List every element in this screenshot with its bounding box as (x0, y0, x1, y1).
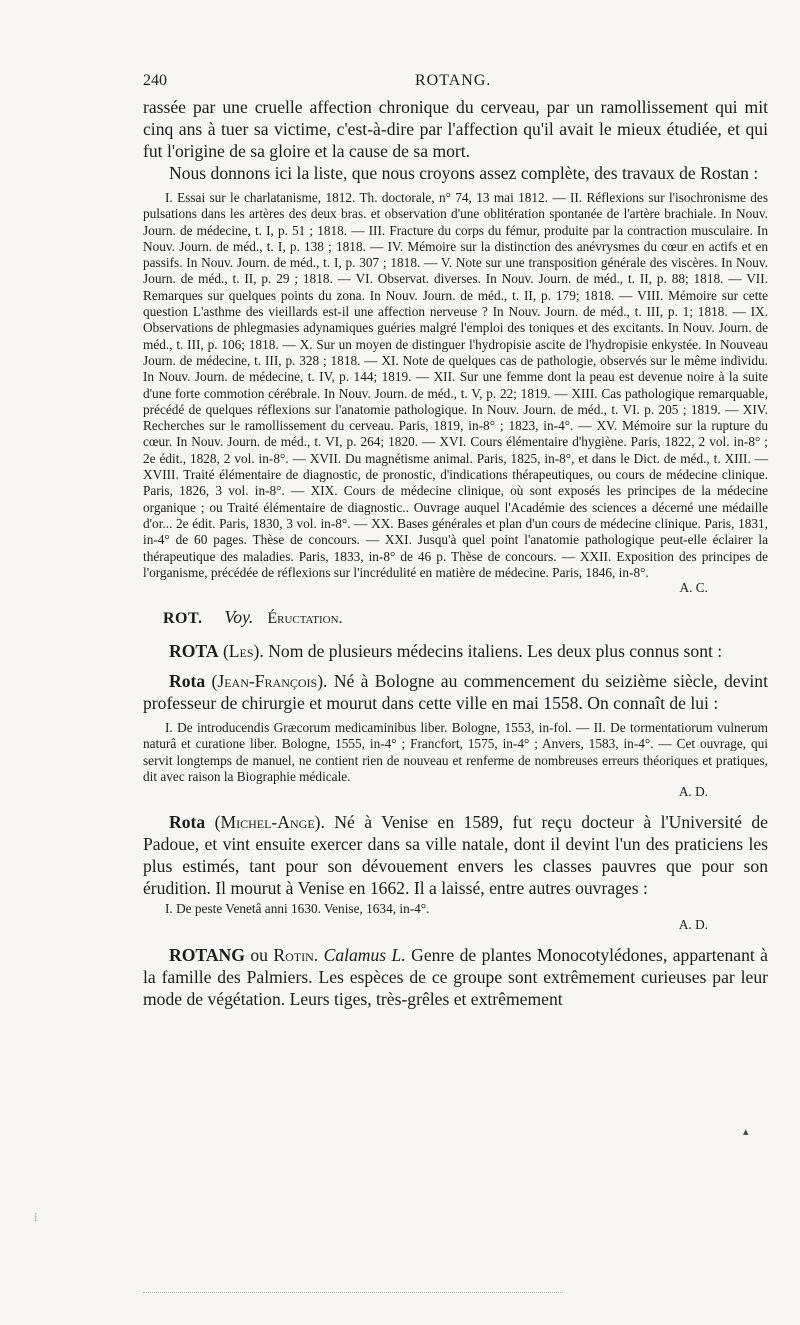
rostan-paragraph-1: rassée par une cruelle affection chronique du cerveau, par un ramollissement qui mit cinq ans à tuer sa victime, c'est-à-dire par l'affection qu'il avait le mieux étudiée, et qui fut l'origine de sa gloire et la cause de sa mort. (143, 97, 768, 161)
page (143, 70, 768, 1010)
rota-jean-signature: A. D. (678, 784, 708, 800)
entry-rota-les (143, 640, 768, 662)
rostan-signature: A. C. (679, 580, 708, 596)
cross-reference-link[interactable]: Éructation. (267, 610, 343, 628)
entry-rota-jean-francois (143, 670, 768, 714)
print-mark: ▴ (743, 1126, 749, 1138)
person-name: (Michel-Ange). (214, 812, 325, 833)
entry-text: Né à Bologne au commencement du seizième siècle, devint professeur de chirurgie et mourut dans cette ville en mai 1558. On connaît de lui : (143, 671, 768, 714)
headword-rotang: ROTANG (169, 944, 245, 965)
rota-jean-works-list: I. De introducendis Græcorum medicaminibus liber. Bologne, 1553, in-fol. — II. De tormentatiorum vulnerum naturâ et curatione liber. Bologne, 1555, in-4° ; Francfort, 1575, in-4° ; Anvers, 1583, in-4°. — Cet ouvrage, qui servit longtemps de manuel, ne contient rien de nouveau et renferme de nombreuses erreurs théoriques et pratiques, dit avec raison la Biographie médicale. (143, 720, 768, 785)
entry-text: Né à Venise en 1589, fut reçu docteur à l'Université de Padoue, et vint ensuite exercer dans sa ville natale, dont il devint l'un des praticiens les plus estimés, tant pour son dévouement envers les classes pauvres que pour son érudition. Il mourut à Venise en 1662. Il a laissé, entre autres ouvrages : (143, 812, 768, 899)
margin-mark: ⁞ (34, 1210, 38, 1224)
headword-rota-jean: Rota (169, 671, 206, 692)
alternate-name: Rotin. (273, 944, 319, 965)
footer-print-noise (143, 1292, 563, 1294)
rota-michel-signature: A. D. (678, 916, 708, 932)
voy-label: Voy. (224, 607, 254, 628)
headword-qualifier: (Les). (222, 641, 264, 662)
page-header (143, 70, 768, 96)
rostan-works-list: I. Essai sur le charlatanisme, 1812. Th. doctorale, n° 74, 13 mai 1812. — II. Réflexions sur l'isochronisme des pulsations dans les artères des deux bras. et observation d'une oblitération spontanée de l'artère brachiale. In Nouv. Journ. de médecine, t. I, p. 51 ; 1818. — III. Fracture du corps du fémur, produite par la contraction musculaire. In Nouv. Journ. de méd., t. I, p. 138 ; 1818. — IV. Mémoire sur la distinction des anévrysmes du cœur en actifs et en passifs. In Nouv. Journ. de méd., t. I, p. 307 ; 1818. — V. Note sur une transposition générale des viscères. In Nouv. Journ. de méd., t. II, p. 29 ; 1818. — VI. Observat. diverses. In Nouv. Journ. de méd., t. II, p. 88; 1818. — VII. Remarques sur quelques points du zona. In Nouv. Journ. de méd., t. II, p. 179; 1818. — VIII. Mémoire sur cette question L'asthme des vieillards est-il une affection nerveuse ? In Nouv. Journ. de méd., t. III, p. 1; 1818. — IX. Observations de phlegmasies adynamiques guéries malgré l'emploi des toniques et des excitants. In Nouv. Journ. de méd., t. III, p. 106; 1818. — X. Sur un moyen de distinguer l'hydropisie ascite de l'hydropisie enkystée. In Nouveau Journ. de médecine, t. III, p. 328 ; 1818. — XI. Note de quelques cas de pathologie, observés sur le même individu. In Nouv. Journ. de médecine, t. IV, p. 144; 1819. — XII. Sur une femme dont la peau est devenue noire à la suite d'une forte commotion cérébrale. In Nouv. Journ. de méd., t. V, p. 22; 1819. — XIII. Cas pathologique remarquable, précédé de quelques réflexions sur l'anatomie pathologique. In Nouv. Journ. de méd., t. VI. p. 205 ; 1819. — XIV. Recherches sur le ramollissement du cerveau. Paris, 1819, in-8° ; 1823, in-4°. — XV. Mémoire sur la rupture du cœur. In Nouv. Journ. de méd., t. VI, p. 264; 1820. — XVI. Cours élémentaire d'hygiène. Paris, 1822, 2 vol. in-8° ; 2e édit., 1828, 2 vol. in-8°. — XVII. Du magnétisme animal. Paris, 1825, in-8°, et dans le Dict. de méd., t. XIII. — XVIII. Traité élémentaire de diagnostic, de pronostic, d'indications thérapeutiques, ou cours de médecine clinique. Paris, 1826, 3 vol. in-8°. — XIX. Cours de médecine clinique, où sont exposés les principes de la médecine organique ; ou Traité élémentaire de diagnostic.. Ouvrage auquel l'Académie des sciences a décerné une médaille d'or... 2e édit. Paris, 1830, 3 vol. in-8°. — XX. Bases générales et plan d'un cours de médecine clinique. Paris, 1831, in-4° de 60 pages. Thèse de concours. — XXI. Jusqu'à quel point l'anatomie pathologique peut-elle éclairer la thérapeutique des maladies. Paris, 1833, in-8° de 46 p. Thèse de concours. — XXII. Exposition des principes de l'organisme, précédée de réflexions sur l'incrédulité en matière de médecine. Paris, 1846, in-8°. (143, 190, 768, 580)
entry-text: Nom de plusieurs médecins italiens. Les deux plus connus sont : (268, 641, 723, 662)
rostan-paragraph-2: Nous donnons ici la liste, que nous croyons assez complète, des travaux de Rostan : (169, 163, 759, 183)
person-name: (Jean-François). (211, 671, 328, 692)
running-title: ROTANG. (415, 72, 492, 89)
page-number: 240 (143, 72, 167, 89)
conjunction: ou (250, 944, 268, 965)
entry-text: Genre de plantes Monocotylédones, appartenant à la famille des Palmiers. Les espèces de ce groupe sont extrêmement curieuses par leur mode de végétation. Leurs tiges, très-grêles et extrêmement (143, 944, 768, 1009)
headword-rot: ROT. (163, 610, 203, 628)
headword-rota-michel: Rota (169, 812, 206, 833)
entry-rotang (143, 944, 768, 1010)
headword-rota: ROTA (169, 641, 219, 662)
entry-rot (163, 607, 768, 628)
entry-rota-michel-ange (143, 811, 768, 899)
latin-name: Calamus L. (323, 944, 406, 965)
rota-michel-works-list: I. De peste Venetâ anni 1630. Venise, 1634, in-4°. (165, 901, 430, 917)
